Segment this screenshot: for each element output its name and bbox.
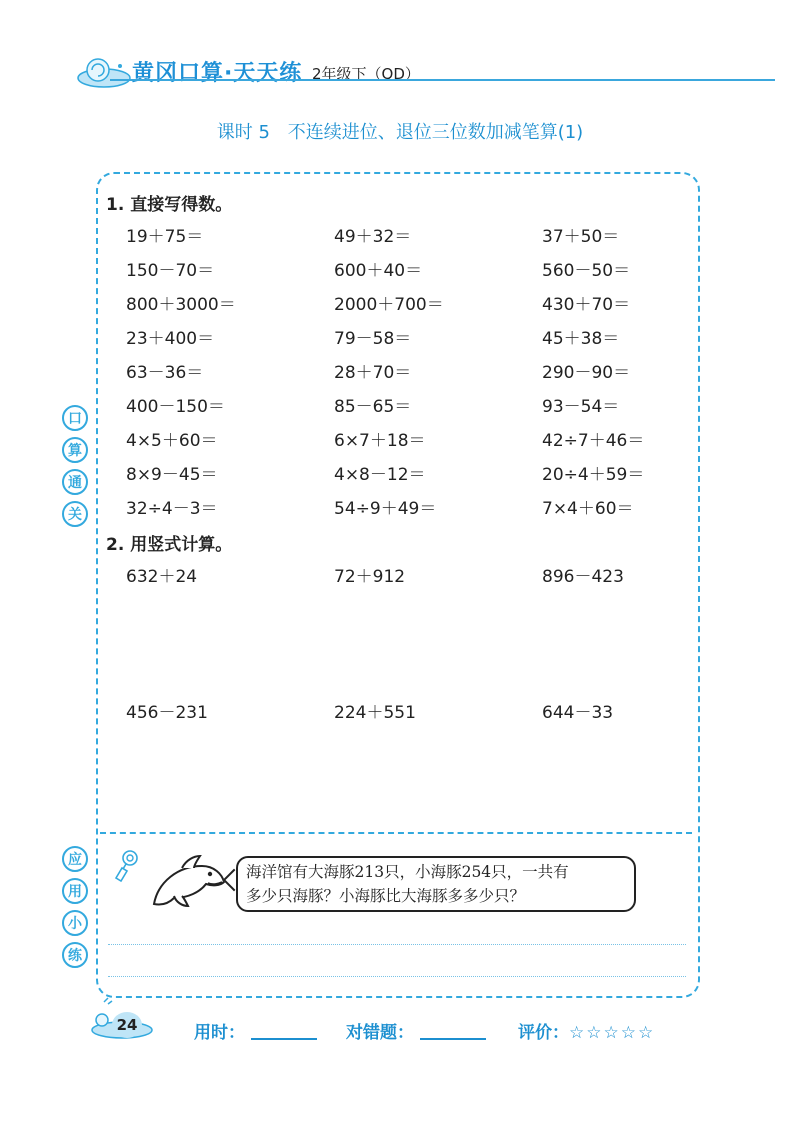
problem: 45＋38＝ bbox=[542, 329, 620, 349]
word-problem-line2: 多少只海豚？小海豚比大海豚多多少只？ bbox=[246, 887, 526, 905]
vertical-problem: 456－231 bbox=[126, 703, 208, 723]
problem: 4×5＋60＝ bbox=[126, 431, 218, 451]
problem: 6×7＋18＝ bbox=[334, 431, 426, 451]
oral-tab bbox=[62, 405, 88, 527]
problem: 150－70＝ bbox=[126, 261, 215, 281]
grade-label: 2年级下（QD） bbox=[312, 65, 420, 83]
vertical-problem: 224＋551 bbox=[334, 703, 416, 723]
problem: 19＋75＝ bbox=[126, 227, 204, 247]
problem: 63－36＝ bbox=[126, 363, 204, 383]
problem: 28＋70＝ bbox=[334, 363, 412, 383]
apply-tab bbox=[62, 846, 88, 968]
oral-tab-char: 口 bbox=[62, 405, 88, 431]
apply-tab-char: 练 bbox=[62, 942, 88, 968]
lesson-title bbox=[0, 118, 800, 144]
answer-line bbox=[108, 976, 686, 977]
page-number: 24 bbox=[112, 1012, 142, 1038]
vertical-problem: 632＋24 bbox=[126, 567, 198, 587]
apply-tab-char: 小 bbox=[62, 910, 88, 936]
problem: 400－150＝ bbox=[126, 397, 225, 417]
lesson-number: 课时 5 bbox=[216, 122, 270, 143]
errors-field bbox=[346, 1018, 486, 1043]
time-blank[interactable] bbox=[251, 1022, 317, 1040]
problem: 20÷4＋59＝ bbox=[542, 465, 645, 485]
snail-logo-icon bbox=[76, 52, 132, 88]
rating-label: 评价： bbox=[518, 1023, 569, 1043]
vertical-problem: 644－33 bbox=[542, 703, 614, 723]
word-problem-line1: 海洋馆有大海豚213只，小海豚254只，一共有 bbox=[246, 863, 569, 881]
rating-field bbox=[518, 1018, 655, 1043]
header-rule bbox=[110, 79, 775, 81]
problem: 7×4＋60＝ bbox=[542, 499, 634, 519]
problem: 800＋3000＝ bbox=[126, 295, 236, 315]
problem: 4×8－12＝ bbox=[334, 465, 426, 485]
problem: 32÷4－3＝ bbox=[126, 499, 218, 519]
problem: 49＋32＝ bbox=[334, 227, 412, 247]
time-field bbox=[194, 1018, 317, 1043]
bottle-icon bbox=[108, 848, 142, 882]
section1-heading: 1. 直接写得数。 bbox=[106, 195, 233, 215]
oral-tab-char: 通 bbox=[62, 469, 88, 495]
oral-tab-char: 关 bbox=[62, 501, 88, 527]
vertical-problem: 72＋912 bbox=[334, 567, 406, 587]
problem: 8×9－45＝ bbox=[126, 465, 218, 485]
apply-tab-char: 应 bbox=[62, 846, 88, 872]
section2-heading: 2. 用竖式计算。 bbox=[106, 535, 233, 555]
problem: 600＋40＝ bbox=[334, 261, 423, 281]
answer-line bbox=[108, 944, 686, 945]
vertical-problem: 896－423 bbox=[542, 567, 624, 587]
lesson-topic: 不连续进位、退位三位数加减笔算(1) bbox=[287, 122, 584, 143]
problem: 37＋50＝ bbox=[542, 227, 620, 247]
errors-label: 对错题： bbox=[346, 1023, 414, 1043]
dolphin-icon bbox=[148, 852, 230, 914]
problem: 42÷7＋46＝ bbox=[542, 431, 645, 451]
series-title: 黄冈口算·天天练 bbox=[132, 61, 303, 86]
time-label: 用时： bbox=[194, 1023, 245, 1043]
problem: 290－90＝ bbox=[542, 363, 631, 383]
problem: 93－54＝ bbox=[542, 397, 620, 417]
section-divider bbox=[100, 832, 692, 834]
problem: 85－65＝ bbox=[334, 397, 412, 417]
word-problem-bubble bbox=[236, 856, 636, 912]
problem: 430＋70＝ bbox=[542, 295, 631, 315]
errors-blank[interactable] bbox=[420, 1022, 486, 1040]
oral-tab-char: 算 bbox=[62, 437, 88, 463]
problem: 79－58＝ bbox=[334, 329, 412, 349]
rating-stars[interactable]: ☆☆☆☆☆ bbox=[569, 1023, 656, 1043]
problem: 560－50＝ bbox=[542, 261, 631, 281]
problem: 2000＋700＝ bbox=[334, 295, 444, 315]
apply-tab-char: 用 bbox=[62, 878, 88, 904]
problem: 54÷9＋49＝ bbox=[334, 499, 437, 519]
problem: 23＋400＝ bbox=[126, 329, 215, 349]
